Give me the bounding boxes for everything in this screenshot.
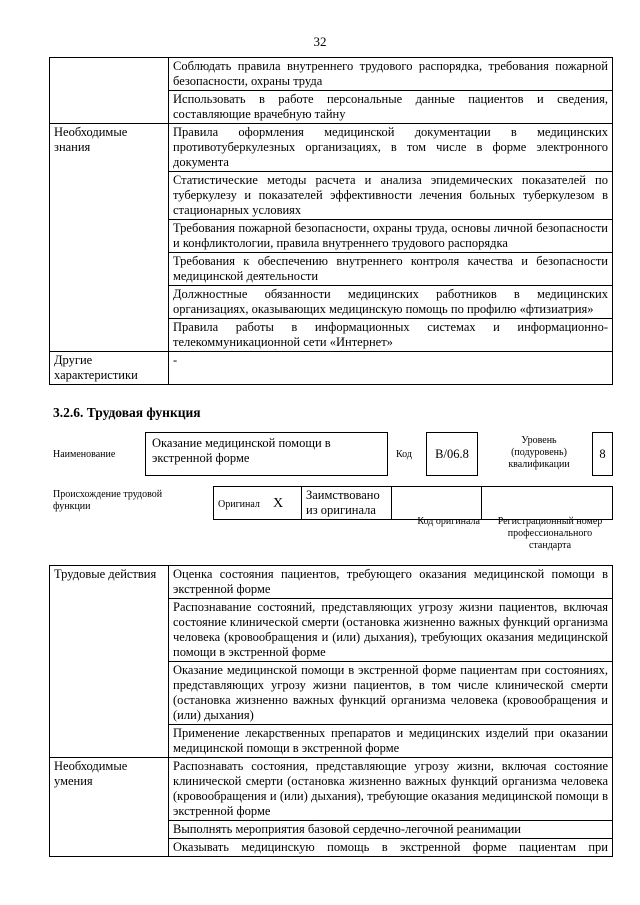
borrowed-label: Заимствовано из оригинала — [302, 487, 392, 520]
table-cell: Выполнять мероприятия базовой сердечно-легочной реанимации — [169, 821, 613, 839]
table-cell: Должностные обязанности медицинских работников в медицинских организациях, оказывающих медицинскую помощь по профилю «фтизиатрия» — [169, 286, 613, 319]
competency-table-bottom — [49, 565, 613, 857]
table-cell: Использовать в работе персональные данные пациентов и сведения, составляющие врачебную тайну — [169, 91, 613, 124]
name-label: Наименование — [53, 449, 116, 460]
table-cell: Распознавать состояния, представляющие угрозу жизни, включая состояние клинической смерти (остановка жизненно важных функций организма человека (кровообращения и (или) дыхания), требующие оказания медицинской помощи в экстренной форме — [169, 758, 613, 821]
page-number: 32 — [313, 34, 327, 49]
table-row — [214, 487, 613, 520]
table-cell: - — [169, 352, 613, 385]
code-value: B/06.8 — [435, 447, 469, 461]
original-mark: X — [273, 495, 284, 511]
row-label: Другие характеристики — [50, 352, 169, 385]
table-row — [50, 758, 613, 821]
row-label: Трудовые действия — [50, 566, 169, 758]
table-cell: Применение лекарственных препаратов и медицинских изделий при оказании медицинской помощи в экстренной форме — [169, 725, 613, 758]
code-label: Код — [396, 449, 412, 460]
table-cell: Статистические методы расчета и анализа эпидемических показателей по туберкулезу и показателей эффективности лечения больных туберкулезом в стационарных условиях — [169, 172, 613, 220]
origin-table — [213, 486, 613, 520]
table-cell: Оказание медицинской помощи в экстренной форме пациентам при состояниях, представляющих угрозу жизни пациентов, в том числе клинической смерти (остановка жизненно важных функций организма человека (кровообращения и (или) дыхания) — [169, 662, 613, 725]
code-original-caption: Код оригинала — [417, 516, 480, 527]
original-cell — [214, 487, 302, 520]
table-row — [50, 352, 613, 385]
table-row — [50, 58, 613, 91]
table-row — [50, 566, 613, 599]
level-label: Уровень (подуровень) квалификации — [508, 435, 570, 470]
reg-number-caption: Регистрационный номер профессионального стандарта — [497, 516, 603, 551]
name-value-box — [145, 432, 388, 476]
reg-number-cell — [482, 487, 613, 520]
table-row — [50, 124, 613, 172]
table-cell: Требования к обеспечению внутреннего контроля качества и безопасности медицинской деятельности — [169, 253, 613, 286]
table-cell: Требования пожарной безопасности, охраны труда, основы личной безопасности и конфликтологии, правила внутреннего трудового распорядка — [169, 220, 613, 253]
row-label — [50, 58, 169, 124]
competency-table-top — [49, 57, 613, 385]
table-cell: Соблюдать правила внутреннего трудового распорядка, требования пожарной безопасности, охраны труда — [169, 58, 613, 91]
row-label: Необходимые знания — [50, 124, 169, 352]
section-heading: 3.2.6. Трудовая функция — [53, 405, 201, 420]
level-value-box — [592, 432, 613, 476]
code-original-cell — [392, 487, 482, 520]
table-cell: Оказывать медицинскую помощь в экстренной форме пациентам при — [169, 839, 613, 857]
code-value-box — [426, 432, 478, 476]
name-value: Оказание медицинской помощи в экстренной форме — [152, 436, 331, 465]
table-cell: Правила работы в информационных системах и информационно-телекоммуникационной сети «Интернет» — [169, 319, 613, 352]
original-label: Оригинал — [218, 498, 260, 510]
row-label: Необходимые умения — [50, 758, 169, 857]
table-cell: Распознавание состояний, представляющих угрозу жизни пациентов, включая состояние клинической смерти (остановка жизненно важных функций организма человека (кровообращения и (или) дыхания), требующих оказания медицинской помощи в экстренной форме — [169, 599, 613, 662]
origin-label: Происхождение трудовой функции — [53, 489, 163, 512]
table-cell: Оценка состояния пациентов, требующего оказания медицинской помощи в экстренной форме — [169, 566, 613, 599]
level-value: 8 — [599, 447, 606, 461]
table-cell: Правила оформления медицинской документации в медицинских противотуберкулезных организациях, в том числе в форме электронного документа — [169, 124, 613, 172]
